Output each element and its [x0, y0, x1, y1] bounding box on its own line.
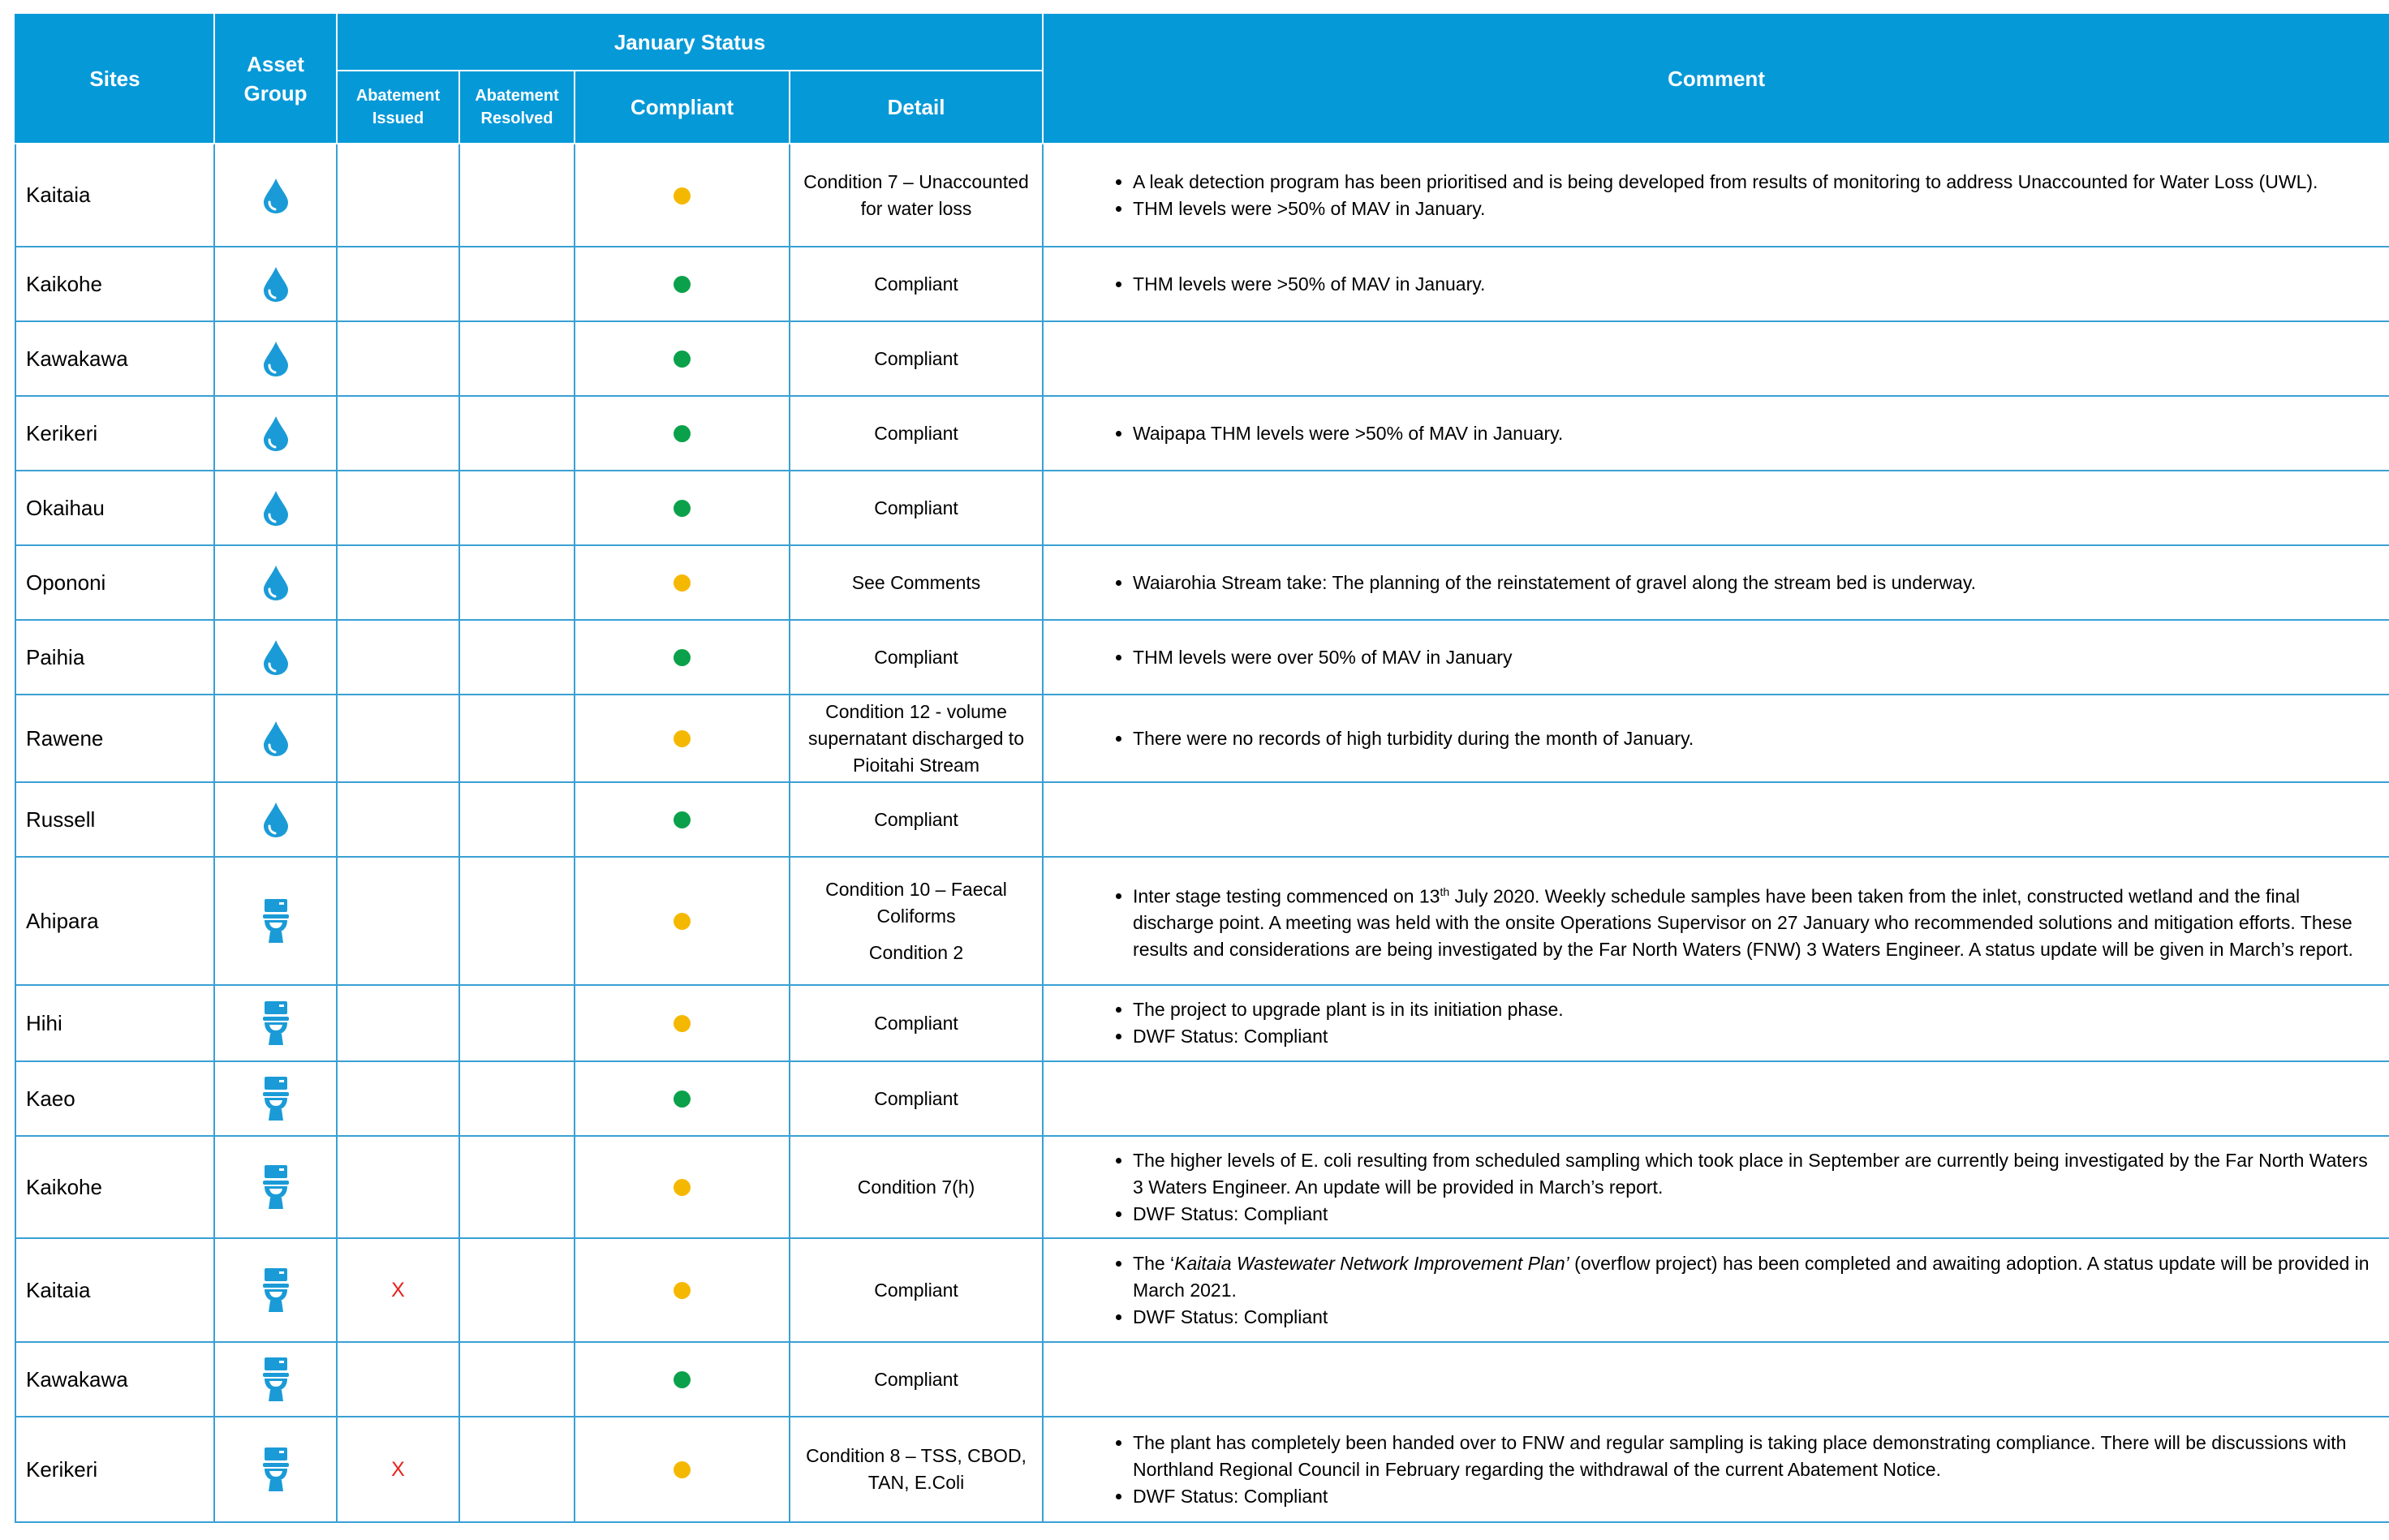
water-drop-icon [262, 645, 290, 667]
header-abatement-issued: Abatement Issued [337, 71, 459, 144]
detail-cell [790, 782, 1043, 857]
comment-cell [1043, 695, 2389, 782]
abatement-resolved-cell [459, 1238, 575, 1342]
status-amber-dot [674, 1461, 691, 1478]
abatement-resolved-cell [459, 471, 575, 545]
compliant-cell [575, 1061, 790, 1136]
table-row [15, 1342, 2389, 1417]
site-cell: Russell [15, 782, 214, 857]
toilet-icon [261, 1457, 291, 1479]
abatement-issued-cell [337, 321, 459, 396]
detail-text: Compliant [874, 808, 958, 830]
detail-text: Compliant [874, 1368, 958, 1390]
comment-cell [1043, 1417, 2389, 1522]
asset-group-cell [214, 247, 337, 321]
toilet-icon [261, 1086, 291, 1108]
abatement-resolved-cell [459, 144, 575, 247]
status-green-dot [674, 1090, 691, 1108]
table-row [15, 1061, 2389, 1136]
detail-text: Compliant [874, 347, 958, 369]
compliant-cell [575, 1417, 790, 1522]
comment-cell [1043, 1136, 2389, 1238]
asset-group-cell [214, 1136, 337, 1238]
detail-text: See Comments [851, 571, 981, 593]
header-january-status: January Status [337, 13, 1043, 71]
water-drop-icon [262, 496, 290, 518]
detail-cell [790, 1238, 1043, 1342]
detail-text: Condition 10 – Faecal Coliforms [825, 878, 1007, 927]
site-cell: Kawakawa [15, 321, 214, 396]
abatement-issued-cell [337, 144, 459, 247]
detail-text: Condition 2 [868, 941, 964, 963]
asset-group-cell [214, 1061, 337, 1136]
detail-text: Compliant [874, 1279, 958, 1301]
detail-cell [790, 321, 1043, 396]
detail-cell [790, 857, 1043, 985]
abatement-issued-mark: X [391, 1278, 405, 1301]
comment-item: • DWF Status: Compliant [1133, 1201, 2378, 1228]
detail-cell [790, 695, 1043, 782]
site-cell: Rawene [15, 695, 214, 782]
abatement-resolved-cell [459, 321, 575, 396]
toilet-icon [261, 1175, 291, 1197]
table-row [15, 545, 2389, 620]
comment-list [1044, 725, 2378, 752]
header-comment: Comment [1043, 13, 2389, 144]
abatement-issued-cell [337, 1417, 459, 1522]
comment-item: • The plant has completely been handed over to FNW and regular sampling is taking place demonstrating compliance. There will be discussions with Northland Regional Council in February regarding the withdrawal of the current Abatement Notice. [1133, 1430, 2378, 1483]
table-row [15, 620, 2389, 695]
asset-group-cell [214, 471, 337, 545]
compliant-cell [575, 471, 790, 545]
comment-item: • THM levels were over 50% of MAV in January [1133, 644, 2378, 671]
comment-list [1044, 879, 2378, 964]
compliant-cell [575, 1238, 790, 1342]
comment-item: • Waipapa THM levels were >50% of MAV in January. [1133, 420, 2378, 447]
comment-list [1044, 1147, 2378, 1228]
comment-list [1044, 644, 2378, 671]
compliant-cell [575, 620, 790, 695]
compliant-cell [575, 321, 790, 396]
site-cell: Kaikohe [15, 1136, 214, 1238]
status-green-dot [674, 649, 691, 666]
comment-item: • Waiarohia Stream take: The planning of the reinstatement of gravel along the stream bed is underway. [1133, 570, 2378, 596]
asset-group-cell [214, 620, 337, 695]
abatement-issued-cell [337, 471, 459, 545]
compliant-cell [575, 1136, 790, 1238]
abatement-resolved-cell [459, 1342, 575, 1417]
comment-list [1044, 1430, 2378, 1510]
detail-cell [790, 1417, 1043, 1522]
compliant-cell [575, 545, 790, 620]
comment-list [1044, 420, 2378, 447]
abatement-issued-cell [337, 1136, 459, 1238]
asset-group-cell [214, 782, 337, 857]
detail-text: Condition 7 – Unaccounted for water loss [803, 170, 1029, 219]
table-row [15, 321, 2389, 396]
comment-item: • There were no records of high turbidity during the month of January. [1133, 725, 2378, 752]
table-row [15, 695, 2389, 782]
comment-list [1044, 570, 2378, 596]
asset-group-cell [214, 695, 337, 782]
comment-cell [1043, 1061, 2389, 1136]
abatement-issued-cell [337, 1061, 459, 1136]
status-amber-dot [674, 574, 691, 591]
abatement-resolved-cell [459, 620, 575, 695]
abatement-issued-cell [337, 782, 459, 857]
comment-item: • The higher levels of E. coli resulting from scheduled sampling which took place in September are currently being investigated by the Far North Waters 3 Waters Engineer. An update will be provided in March’s report. [1133, 1147, 2378, 1201]
abatement-resolved-cell [459, 1136, 575, 1238]
asset-group-cell [214, 985, 337, 1061]
comment-item: • THM levels were >50% of MAV in January. [1133, 196, 2378, 222]
detail-text: Condition 8 – TSS, CBOD, TAN, E.Coli [806, 1445, 1027, 1493]
table-row [15, 247, 2389, 321]
header-asset-group: Asset Group [214, 13, 337, 144]
detail-cell [790, 247, 1043, 321]
status-green-dot [674, 425, 691, 442]
detail-text: Compliant [874, 497, 958, 518]
detail-text: Compliant [874, 422, 958, 444]
site-cell: Kaeo [15, 1061, 214, 1136]
abatement-resolved-cell [459, 695, 575, 782]
status-amber-dot [674, 1179, 691, 1196]
table-row [15, 144, 2389, 247]
asset-group-cell [214, 857, 337, 985]
detail-cell [790, 1136, 1043, 1238]
detail-text: Compliant [874, 1087, 958, 1109]
asset-group-cell [214, 1342, 337, 1417]
water-drop-icon [262, 570, 290, 592]
compliant-cell [575, 144, 790, 247]
abatement-resolved-cell [459, 1417, 575, 1522]
site-cell: Kaikohe [15, 247, 214, 321]
table-row [15, 471, 2389, 545]
detail-cell [790, 396, 1043, 471]
status-green-dot [674, 276, 691, 293]
asset-group-cell [214, 396, 337, 471]
compliant-cell [575, 247, 790, 321]
ordinal-suffix: th [1440, 884, 1450, 898]
comment-cell [1043, 396, 2389, 471]
detail-text: Condition 12 - volume supernatant discharged to Pioitahi Stream [808, 700, 1024, 776]
comment-cell [1043, 985, 2389, 1061]
header-compliant: Compliant [575, 71, 790, 144]
asset-group-cell [214, 321, 337, 396]
status-amber-dot [674, 730, 691, 747]
water-drop-icon [262, 807, 290, 829]
table-row [15, 782, 2389, 857]
toilet-icon [261, 1367, 291, 1389]
comment-cell [1043, 471, 2389, 545]
detail-cell [790, 985, 1043, 1061]
abatement-issued-cell [337, 1238, 459, 1342]
header-detail: Detail [790, 71, 1043, 144]
abatement-resolved-cell [459, 985, 575, 1061]
comment-cell [1043, 857, 2389, 985]
site-cell: Kerikeri [15, 396, 214, 471]
abatement-issued-cell [337, 985, 459, 1061]
water-drop-icon [262, 272, 290, 294]
comment-list [1044, 1250, 2378, 1331]
status-green-dot [674, 351, 691, 368]
water-drop-icon [262, 726, 290, 748]
asset-group-cell [214, 144, 337, 247]
abatement-resolved-cell [459, 545, 575, 620]
detail-cell [790, 1061, 1043, 1136]
comment-cell [1043, 144, 2389, 247]
comment-cell [1043, 782, 2389, 857]
table-row [15, 985, 2389, 1061]
status-amber-dot [674, 913, 691, 930]
comment-item: • DWF Status: Compliant [1133, 1483, 2378, 1510]
water-drop-icon [262, 421, 290, 443]
abatement-issued-cell [337, 620, 459, 695]
site-cell: Hihi [15, 985, 214, 1061]
abatement-resolved-cell [459, 247, 575, 321]
comment-cell [1043, 1342, 2389, 1417]
comment-item: • DWF Status: Compliant [1133, 1023, 2378, 1050]
detail-cell [790, 471, 1043, 545]
status-green-dot [674, 811, 691, 828]
detail-cell [790, 1342, 1043, 1417]
comment-cell [1043, 1238, 2389, 1342]
detail-cell [790, 545, 1043, 620]
site-cell: Opononi [15, 545, 214, 620]
abatement-issued-mark: X [391, 1457, 405, 1481]
site-cell: Kaitaia [15, 1238, 214, 1342]
abatement-resolved-cell [459, 857, 575, 985]
plan-title: Kaitaia Wastewater Network Improvement Plan’ [1174, 1252, 1569, 1274]
table-row [15, 396, 2389, 471]
comment-cell [1043, 620, 2389, 695]
comment-cell [1043, 545, 2389, 620]
table-row [15, 1417, 2389, 1522]
comment-item: • Inter stage testing commenced on 13th July 2020. Weekly schedule samples have been taken from the inlet, constructed wetland and the final discharge point. A meeting was held with the onsite Operations Supervisor on 27 January who recommended solutions and mitigation efforts. These results and considerations are being investigated by the Far North Waters (FNW) 3 Waters Engineer. A status update will be given in March’s report. [1133, 879, 2378, 964]
comment-list [1044, 271, 2378, 298]
abatement-resolved-cell [459, 1061, 575, 1136]
water-drop-icon [262, 183, 290, 205]
status-green-dot [674, 500, 691, 517]
comment-item: • The ‘Kaitaia Wastewater Network Improvement Plan’ (overflow project) has been completed and awaiting adoption. A status update will be provided in March 2021. [1133, 1250, 2378, 1304]
status-amber-dot [674, 187, 691, 204]
abatement-issued-cell [337, 857, 459, 985]
comment-item: • DWF Status: Compliant [1133, 1304, 2378, 1331]
abatement-issued-cell [337, 396, 459, 471]
status-amber-dot [674, 1015, 691, 1032]
header-abatement-resolved: Abatement Resolved [459, 71, 575, 144]
compliant-cell [575, 782, 790, 857]
detail-cell [790, 620, 1043, 695]
table-row [15, 1238, 2389, 1342]
toilet-icon [261, 1278, 291, 1300]
status-amber-dot [674, 1282, 691, 1299]
compliant-cell [575, 396, 790, 471]
status-green-dot [674, 1371, 691, 1388]
abatement-issued-cell [337, 247, 459, 321]
site-cell: Ahipara [15, 857, 214, 985]
compliant-cell [575, 1342, 790, 1417]
detail-text: Compliant [874, 646, 958, 668]
toilet-icon [261, 909, 291, 931]
table-row [15, 1136, 2389, 1238]
detail-text: Compliant [874, 1012, 958, 1034]
detail-cell [790, 144, 1043, 247]
comment-list [1044, 169, 2378, 222]
toilet-icon [261, 1011, 291, 1033]
compliant-cell [575, 857, 790, 985]
comment-item: • A leak detection program has been prioritised and is being developed from results of monitoring to address Unaccounted for Water Loss (UWL). [1133, 169, 2378, 196]
asset-group-cell [214, 545, 337, 620]
comment-item: • THM levels were >50% of MAV in January. [1133, 271, 2378, 298]
comment-list [1044, 996, 2378, 1050]
compliance-table [15, 12, 2389, 1523]
site-cell: Okaihau [15, 471, 214, 545]
compliant-cell [575, 695, 790, 782]
comment-cell [1043, 321, 2389, 396]
comment-item: • The project to upgrade plant is in its initiation phase. [1133, 996, 2378, 1023]
site-cell: Paihia [15, 620, 214, 695]
table-body [15, 144, 2389, 1522]
water-drop-icon [262, 346, 290, 368]
abatement-issued-cell [337, 695, 459, 782]
compliant-cell [575, 985, 790, 1061]
comment-cell [1043, 247, 2389, 321]
site-cell: Kawakawa [15, 1342, 214, 1417]
site-cell: Kaitaia [15, 144, 214, 247]
header-sites: Sites [15, 13, 214, 144]
asset-group-cell [214, 1238, 337, 1342]
site-cell: Kerikeri [15, 1417, 214, 1522]
asset-group-cell [214, 1417, 337, 1522]
detail-text: Condition 7(h) [857, 1176, 975, 1198]
abatement-resolved-cell [459, 396, 575, 471]
detail-text: Compliant [874, 273, 958, 295]
abatement-issued-cell [337, 545, 459, 620]
abatement-issued-cell [337, 1342, 459, 1417]
abatement-resolved-cell [459, 782, 575, 857]
table-row [15, 857, 2389, 985]
